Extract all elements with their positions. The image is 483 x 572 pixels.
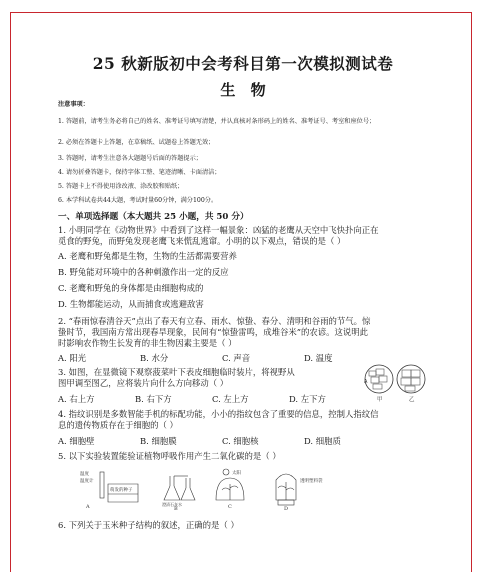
q2-option-d: D. 温度	[304, 353, 333, 363]
fig-label: 萌发的种子	[110, 488, 133, 493]
q3-option-d: D. 左下方	[289, 394, 326, 404]
question-text: 1. 小明同学在《动物世界》中看到了这样一幅景象：凶猛的老鹰从天空中飞快扑向正在	[58, 225, 379, 235]
question-text: 觅食的野兔，而野兔发现老鹰飞来慌乱逃窜。小明的以下观点，错误的是（ ）	[58, 236, 346, 247]
question-text: 图甲调至图乙，应将装片向什么方向移动（ ）	[58, 378, 229, 389]
question-2	[58, 316, 428, 350]
notice-item: 2. 必须在答题卡上答题，在草稿纸、试题卷上答题无效；	[58, 139, 215, 146]
microscope-figure	[363, 357, 428, 403]
notice-heading: 注意事项：	[58, 101, 89, 108]
q4-options	[58, 435, 428, 447]
q3-option-c: C. 左上方	[212, 394, 249, 404]
q2-option-c: C. 声音	[222, 353, 251, 363]
question-text: 2. “春雨惊春清谷天”点出了春天有立春、雨水、惊蛰、春分、清明和谷雨的节气。惊	[58, 316, 371, 326]
q1-option-b: B. 野兔能对环境中的各种刺激作出一定的反应	[58, 267, 229, 277]
section-heading: 一、单项选择题（本大题共 25 小题，共 50 分）	[58, 212, 249, 222]
q3-option-b: B. 右下方	[135, 394, 172, 404]
fig-label-jia: 甲	[377, 397, 383, 403]
q4-option-b: B. 细胞膜	[140, 436, 177, 446]
fig-label-yi: 乙	[409, 397, 415, 403]
question-1	[58, 225, 428, 247]
question-text: 时影响农作物生长发育的非生物因素主要是（ ）	[58, 338, 237, 349]
exam-title: 25 秋新版初中会考科目第一次模拟测试卷	[92, 54, 394, 73]
fig-label: 透明塑料袋	[300, 479, 323, 484]
exam-page	[58, 0, 428, 559]
notice-item: 5. 答题卡上不得使用涂改液、涂改胶和贴纸；	[58, 183, 184, 190]
notice-item: 4. 请勿折叠答题卡，保持字体工整、笔迹清晰、卡面清洁；	[58, 169, 221, 176]
exam-subject: 生 物	[220, 81, 266, 99]
notice-item: 6. 本学科试卷共44大题，考试时量60分钟，满分100分。	[58, 197, 218, 204]
q1-option-d: D. 生物都能运动，从而捕食或逃避敌害	[58, 299, 204, 309]
fig-label: 太阳	[232, 471, 241, 476]
q2-option-b: B. 水分	[140, 353, 169, 363]
fig-label: 澄清石灰水	[162, 502, 182, 507]
q4-option-c: C. 细胞核	[222, 436, 259, 446]
question-4	[58, 409, 428, 431]
q2-option-a: A. 阳光	[58, 353, 87, 363]
svg-text:B: B	[174, 506, 178, 510]
svg-text:A: A	[86, 504, 90, 510]
question-text: 4. 指纹识别是多数智能手机的标配功能，小小的指纹包含了重要的信息，控制人指纹信	[58, 409, 379, 419]
q4-option-d: D. 细胞质	[304, 436, 341, 446]
experiment-figure	[78, 466, 338, 510]
notice-item: 1. 答题前，请考生务必将自己的姓名、准考证号填写清楚，并认真核对条形码上的姓名、准考证号、考室和座位号；	[58, 118, 376, 125]
fig-label: 温度	[80, 472, 89, 477]
question-text: 3. 如图，在显微镜下观察菠菜叶下表皮细胞临时装片，将视野从	[58, 367, 295, 377]
question-text: 息的遗传物质存在于细胞的（ ）	[58, 420, 178, 431]
q3-option-a: A. 右上方	[58, 394, 95, 404]
svg-text:A: A	[364, 379, 368, 385]
question-6: 6. 下列关于玉米种子结构的叙述，正确的是（ ）	[58, 520, 239, 530]
q1-option-c: C. 老鹰和野兔的身体都是由细胞构成的	[58, 283, 204, 293]
question-text: 蛰时节，我国南方常出现春旱现象，民间有“惊蛰雷鸣，成堆谷米”的农谚。这说明此	[58, 327, 369, 338]
question-5: 5. 以下实验装置能验证植物呼吸作用产生二氧化碳的是（ ）	[58, 451, 281, 461]
q1-option-a: A. 老鹰和野兔都是生物，生物的生活都需要营养	[58, 251, 237, 261]
svg-text:C: C	[228, 504, 232, 510]
fig-label: 温度计	[80, 479, 94, 484]
q4-option-a: A. 细胞壁	[58, 436, 95, 446]
notice-item: 3. 答题时，请考生注意各大题题号后面的答题提示；	[58, 155, 202, 162]
question-3	[58, 367, 348, 389]
svg-text:D: D	[284, 506, 289, 510]
